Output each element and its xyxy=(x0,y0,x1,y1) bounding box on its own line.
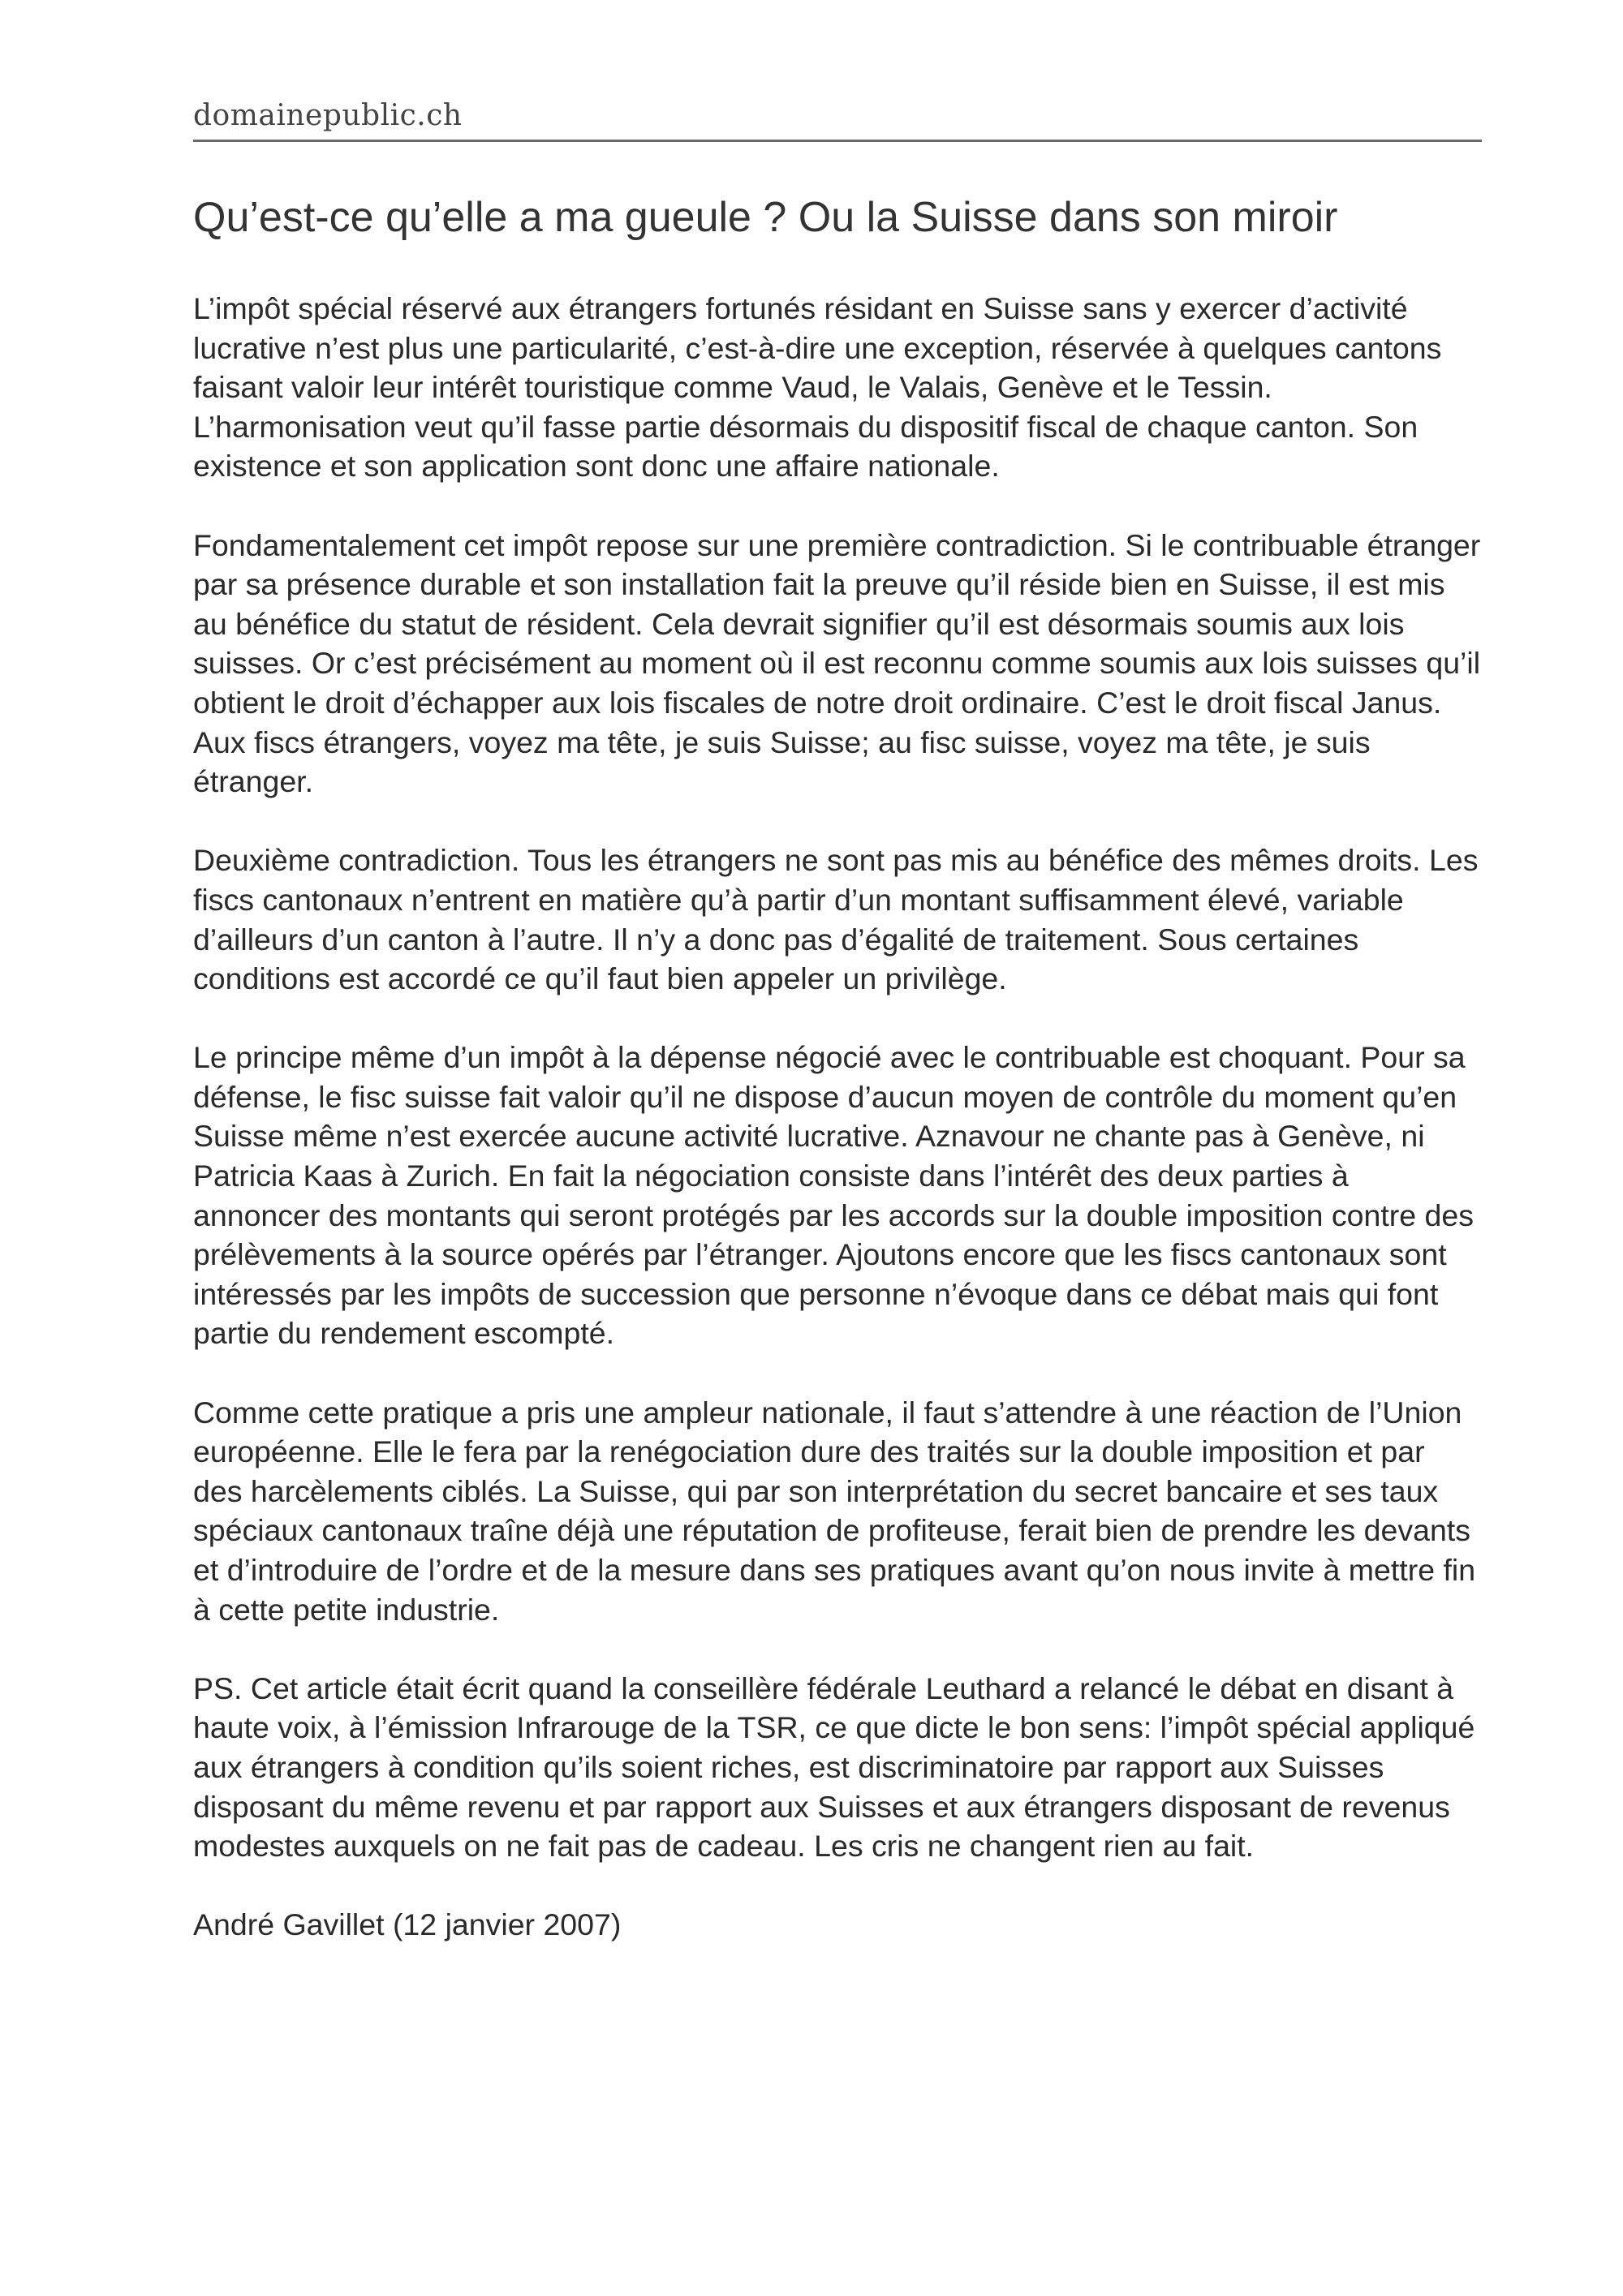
article-paragraph: Deuxième contradiction. Tous les étrangers ne sont pas mis au bénéfice des mêmes droits. Les fiscs cantonaux n’entrent en matière qu’à partir d’un montant suffisamment élevé, variable d’ailleurs d’un canton à l’autre. Il n’y a donc pas d’égalité de traitement. Sous certaines conditions est accordé ce qu’il faut bien appeler un privilège. xyxy=(193,843,1479,996)
article-paragraph: Comme cette pratique a pris une ampleur nationale, il faut s’attendre à une réaction de l’Union européenne. Elle le fera par la renégociation dure des traités sur la double imposition et par des harcèlements ciblés. La Suisse, qui par son interprétation du secret bancaire et ses taux spéciaux cantonaux traîne déjà une réputation de profiteuse, ferait bien de prendre les devants et d’introduire de l’ordre et de la mesure dans ses pratiques avant qu’on nous invite à mettre fin à cette petite industrie. xyxy=(193,1395,1476,1627)
article-paragraph: Le principe même d’un impôt à la dépense négocié avec le contribuable est choquant. Pour sa défense, le fisc suisse fait valoir qu’il ne dispose d’aucun moyen de contrôle du moment qu’en Suisse même n’est exercée aucune activité lucrative. Aznavour ne chante pas à Genève, ni Patricia Kaas à Zurich. En fait la négociation consiste dans l’intérêt des deux parties à annoncer des montants qui seront protégés par les accords sur la double imposition contre des prélèvements à la source opérés par l’étranger. Ajoutons encore que les fiscs cantonaux sont intéressés par les impôts de succession que personne n’évoque dans ce débat mais qui font partie du rendement escompté. xyxy=(193,1040,1474,1351)
article-paragraph: L’impôt spécial réservé aux étrangers fortunés résidant en Suisse sans y exercer d’activité lucrative n’est plus une particularité, c’est-à-dire une exception, réservée à quelques cantons faisant valoir leur intérêt touristique comme Vaud, le Valais, Genève et le Tessin. L’harmonisation veut qu’il fasse partie désormais du dispositif fiscal de chaque canton. Son existence et son application sont donc une affaire nationale. xyxy=(193,291,1442,484)
page-header xyxy=(193,96,1482,142)
article-body xyxy=(193,289,1482,1984)
article-paragraph: Fondamentalement cet impôt repose sur une première contradiction. Si le contribuable étranger par sa présence durable et son installation fait la preuve qu’il réside bien en Suisse, il est mis au bénéfice du statut de résident. Cela devrait signifier qu’il est désormais soumis aux lois suisses. Or c’est précisément au moment où il est reconnu comme soumis aux lois suisses qu’il obtient le droit d’échapper aux lois fiscales de notre droit ordinaire. C’est le droit fiscal Janus. Aux fiscs étrangers, voyez ma tête, je suis Suisse; au fisc suisse, voyez ma tête, je suis étranger. xyxy=(193,527,1481,799)
article-paragraph: PS. Cet article était écrit quand la conseillère fédérale Leuthard a relancé le débat en disant à haute voix, à l’émission Infrarouge de la TSR, ce que dicte le bon sens: l’impôt spécial appliqué aux étrangers à condition qu’ils soient riches, est discriminatoire par rapport aux Suisses disposant du même revenu et par rapport aux Suisses et aux étrangers disposant de revenus modestes auxquels on ne fait pas de cadeau. Les cris ne changent rien au fait. xyxy=(193,1670,1475,1864)
article-title: Qu’est-ce qu’elle a ma gueule ? Ou la Suisse dans son miroir xyxy=(193,194,1338,241)
article-byline: André Gavillet (12 janvier 2007) xyxy=(193,1907,622,1942)
site-name: domainepublic.ch xyxy=(193,99,463,132)
